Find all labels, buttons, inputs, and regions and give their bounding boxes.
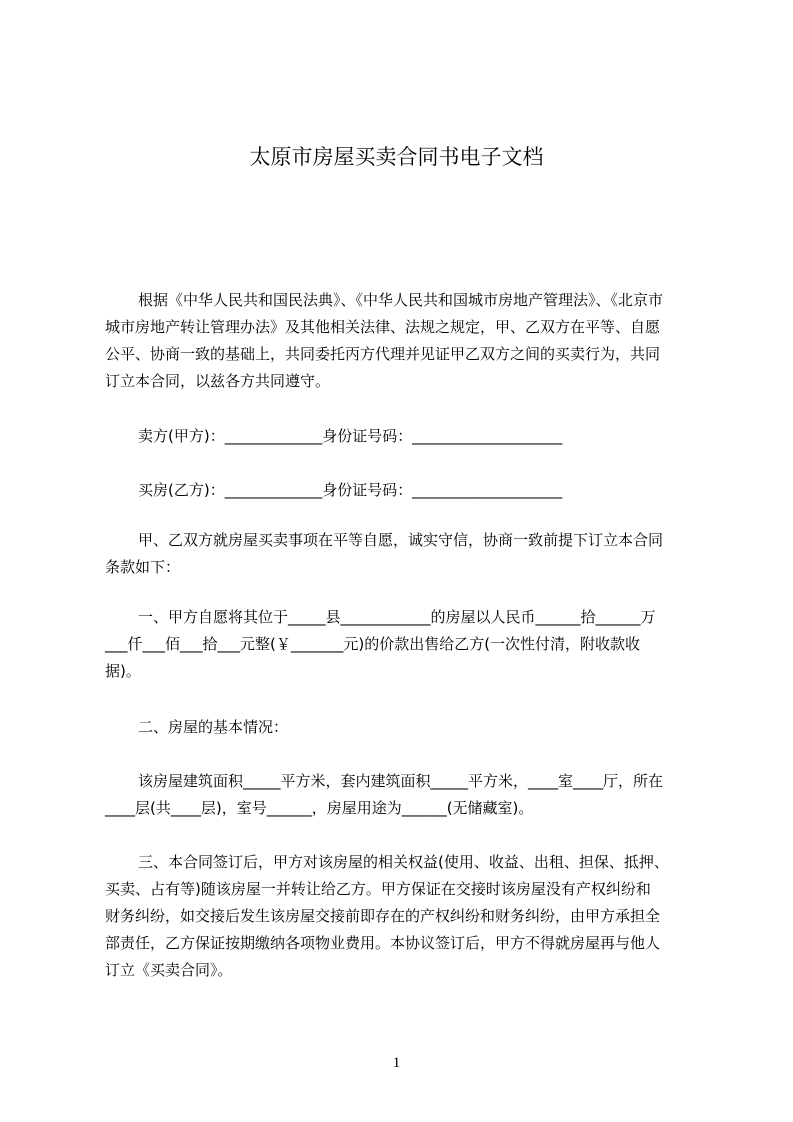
preamble-line: 订立本合同，以兹各方共同遵守。	[105, 372, 331, 390]
clause3-line: 三、本合同签订后，甲方对该房屋的相关权益(使用、收益、出租、担保、抵押、	[138, 853, 669, 871]
clause3-line: 财务纠纷，如交接后发生该房屋交接前即存在的产权纠纷和财务纠纷，由甲方承担全	[105, 907, 661, 925]
document-title: 太原市房屋买卖合同书电子文档	[249, 145, 544, 169]
clause2-heading: 二、房屋的基本情况：	[138, 718, 289, 736]
clause1-line: ___仟___佰___拾___元整(￥_______元)的价款出售给乙方(一次性付清，附收款收	[105, 635, 641, 653]
clause3-line: 订立《买卖合同》。	[105, 961, 233, 979]
clause2-line: ____层(共____层)，室号______，房屋用途为______(无储藏室)。	[105, 799, 534, 817]
preamble-line: 城市房地产转让管理办法》及其他相关法律、法规之规定，甲、乙双方在平等、自愿	[105, 318, 661, 336]
page-number: 1	[392, 1055, 401, 1071]
clause3-line: 部责任，乙方保证按期缴纳各项物业费用。本协议签订后，甲方不得就房屋再与他人	[105, 934, 661, 952]
intro-line: 甲、乙双方就房屋买卖事项在平等自愿，诚实守信，协商一致前提下订立本合同	[138, 531, 664, 549]
preamble-line: 根据《中华人民共和国民法典》、《中华人民共和国城市房地产管理法》、《北京市	[138, 291, 664, 309]
clause1-line: 一、甲方自愿将其位于_____县____________的房屋以人民币______拾______万	[138, 608, 656, 626]
preamble-line: 公平、协商一致的基础上，共同委托丙方代理并见证甲乙双方之间的买卖行为，共同	[105, 345, 661, 363]
clause3-line: 买卖、占有等)随该房屋一并转让给乙方。甲方保证在交接时该房屋没有产权纠纷和	[105, 880, 651, 898]
clause2-line: 该房屋建筑面积_____平方米，套内建筑面积_____平方米，____室____厅，所在	[138, 772, 664, 790]
buyer-line: 买房(乙方)：_____________身份证号码：____________________	[138, 481, 563, 499]
intro-line: 条款如下：	[105, 558, 181, 576]
clause1-line: 据)。	[105, 662, 141, 680]
seller-line: 卖方(甲方)：_____________身份证号码：____________________	[138, 427, 563, 445]
